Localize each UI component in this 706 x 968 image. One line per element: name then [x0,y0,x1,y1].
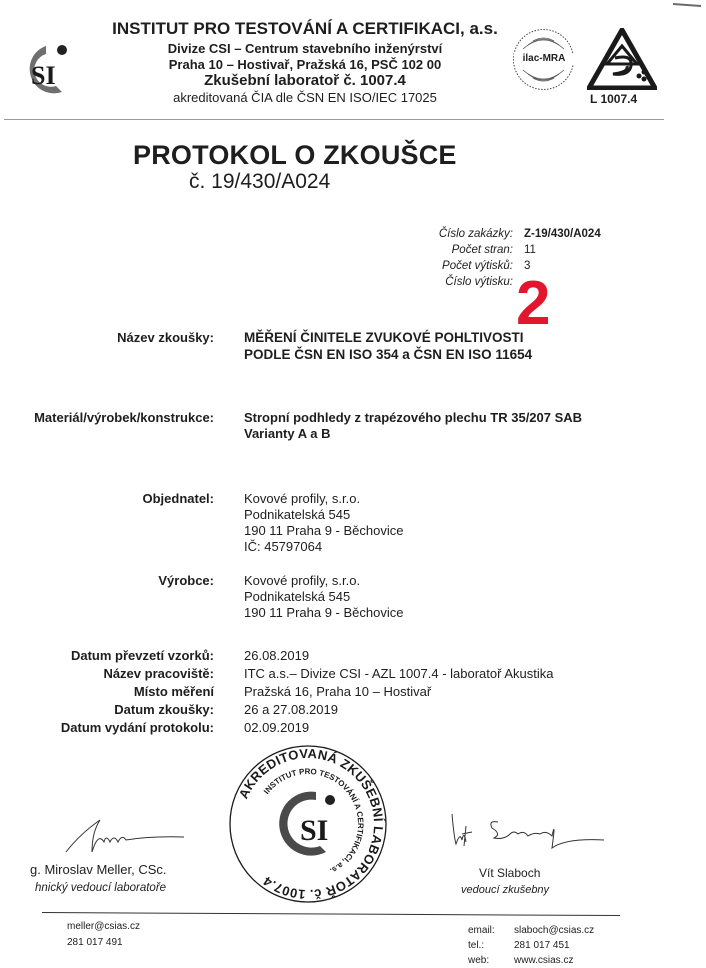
email-label: email: [468,925,495,936]
slaboch-signature [448,812,608,857]
customer-line-4: IČ: 45797064 [244,539,323,554]
manufacturer-label: Výrobce: [158,573,214,588]
tel-label: tel.: [468,940,485,951]
meller-signature [60,812,190,862]
institute-name: INSTITUT PRO TESTOVÁNÍ A CERTIFIKACI, a.s. [112,19,498,38]
page-count-label: Počet stran: [451,244,513,256]
customer-line-1: Kovové profily, s.r.o. [244,491,361,506]
document-title: PROTOKOL O ZKOUŠCE [133,140,457,170]
csi-logo-text: SI [31,61,56,90]
csi-logo [10,40,68,98]
test-name-line-1: MĚŘENÍ ČINITELE ZVUKOVÉ POHLTIVOSTI [244,330,524,345]
customer-line-3: 190 11 Praha 9 - Běchovice [244,523,404,538]
slaboch-role: vedoucí zkušebny [461,884,550,896]
copies-count-label: Počet výtisků: [442,260,513,272]
slaboch-email[interactable]: slaboch@csias.cz [514,925,595,936]
accreditation-text: akreditovaná ČIA dle ČSN EN ISO/IEC 17025 [173,90,437,105]
customer-label: Objednatel: [142,491,214,506]
meller-name: g. Miroslav Meller, CSc. [30,862,167,877]
issue-date-value: 02.09.2019 [244,720,310,735]
website-link[interactable]: www.csias.cz [514,955,574,966]
manufacturer-line-3: 190 11 Praha 9 - Běchovice [244,605,404,620]
test-name-label: Název zkoušky: [117,330,214,345]
sample-receipt-date-label: Datum převzetí vzorků: [70,648,214,663]
order-number-value: Z-19/430/A024 [524,228,601,240]
copy-number-label: Číslo výtisku: [445,276,513,288]
cai-accreditation-logo [587,28,657,90]
material-line-2: Varianty A a B [244,426,331,441]
stamp-inner-text: INSTITUT PRO TESTOVÁNÍ A CERTIFIKACI, a.s. [261,766,366,876]
accreditation-number: L 1007.4 [590,92,638,106]
test-date-value: 26 a 27.08.2019 [244,702,338,717]
measurement-place-label: Místo měření [133,684,214,699]
web-label: web: [468,955,490,966]
footer-divider [42,912,620,916]
copy-number-value: 2 [516,269,551,338]
stamp-logo-text: SI [300,814,329,847]
measurement-place-value: Pražská 16, Praha 10 – Hostivař [244,684,432,699]
slaboch-name: Vít Slaboch [479,866,541,880]
scan-mark [673,3,701,7]
workplace-label: Název pracoviště: [103,666,214,681]
ilac-mra-text: ilac-MRA [514,53,574,64]
division-name: Divize CSI – Centrum stavebního inženýrství [167,41,443,56]
laboratory-name: Zkušební laboratoř č. 1007.4 [204,72,406,89]
slaboch-phone: 281 017 451 [514,940,570,951]
material-label: Materiál/výrobek/konstrukce: [34,410,214,425]
manufacturer-line-2: Podnikatelská 545 [244,589,351,604]
page-count-value: 11 [524,244,536,256]
workplace-value: ITC a.s.– Divize CSI - AZL 1007.4 - laboratoř Akustika [244,666,554,681]
header-divider [4,119,664,120]
test-name-line-2: PODLE ČSN EN ISO 354 a ČSN EN ISO 11654 [244,347,533,362]
stamp-outer-text: AKREDITOVANÁ ZKUŠEBNÍ LABORATOŘ č. 1007.4 [235,745,387,903]
laboratory-stamp [228,744,388,904]
meller-phone: 281 017 491 [67,937,123,948]
meller-role: hnický vedoucí laboratoře [35,882,167,894]
order-number-label: Číslo zakázky: [438,228,513,240]
document-number: č. 19/430/A024 [189,170,331,193]
issue-date-label: Datum vydání protokolu: [60,720,214,735]
material-line-1: Stropní podhledy z trapézového plechu TR 35/207 SAB [244,410,583,425]
test-date-label: Datum zkoušky: [114,702,214,717]
institute-address: Praha 10 – Hostivař, Pražská 16, PSČ 102 00 [168,57,442,72]
sample-receipt-date-value: 26.08.2019 [244,648,310,663]
customer-line-2: Podnikatelská 545 [244,507,351,522]
manufacturer-line-1: Kovové profily, s.r.o. [244,573,361,588]
meller-email[interactable]: meller@csias.cz [67,921,140,932]
copies-count-value: 3 [524,260,531,272]
